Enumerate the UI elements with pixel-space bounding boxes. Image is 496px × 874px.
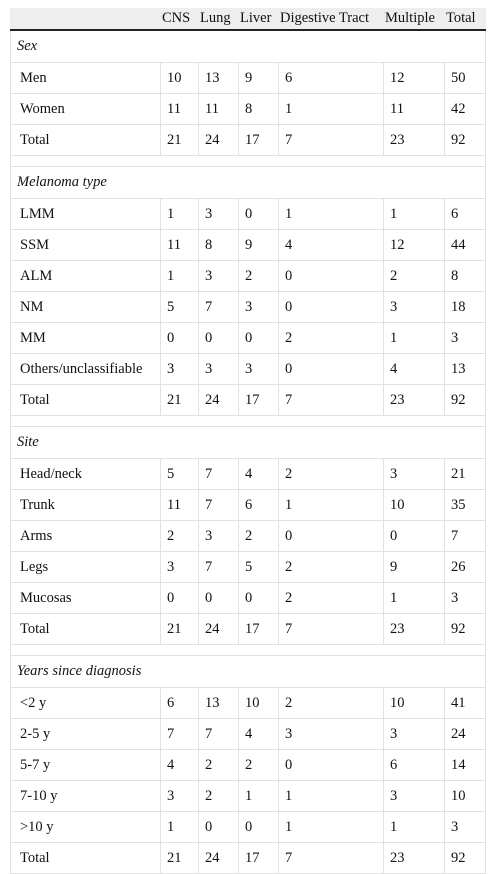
- table-cell: 5: [239, 552, 279, 582]
- table-cell: 1: [161, 199, 199, 229]
- table-cell: 1: [384, 323, 445, 353]
- row-label: 2-5 y: [11, 719, 161, 749]
- table-row: [10, 750, 486, 781]
- table-cell: 11: [384, 94, 445, 124]
- table-cell: 21: [161, 385, 199, 415]
- row-label: NM: [11, 292, 161, 322]
- table-cell: 3: [199, 199, 239, 229]
- row-label: Women: [11, 94, 161, 124]
- table-cell: 9: [384, 552, 445, 582]
- table-cell: 8: [199, 230, 239, 260]
- header-cell: Liver: [240, 10, 272, 26]
- table-cell: 41: [451, 694, 466, 711]
- table-cell: 92: [451, 391, 466, 408]
- table-cell: 3: [161, 354, 199, 384]
- table-cell: 3: [384, 292, 445, 322]
- row-label: Head/neck: [11, 459, 161, 489]
- row-label: Total: [11, 843, 161, 873]
- table-cell: 23: [384, 385, 445, 415]
- table-cell: 44: [451, 236, 466, 253]
- table-cell: 24: [199, 843, 239, 873]
- table-cell: 1: [279, 490, 384, 520]
- table-cell: 3: [239, 292, 279, 322]
- section-spacer: [10, 645, 486, 656]
- table-cell: 7: [279, 614, 384, 644]
- table-cell: 3: [451, 589, 459, 606]
- section-spacer: [10, 416, 486, 427]
- table-cell: 0: [239, 812, 279, 842]
- table-cell: 5: [161, 459, 199, 489]
- table-cell: 4: [239, 719, 279, 749]
- table-cell: 12: [384, 63, 445, 93]
- table-cell: 6: [161, 688, 199, 718]
- table-cell: 7: [161, 719, 199, 749]
- row-label: ALM: [11, 261, 161, 291]
- table-cell: 17: [239, 843, 279, 873]
- table-cell: 1: [161, 812, 199, 842]
- table-row: [10, 614, 486, 645]
- table-cell: 8: [239, 94, 279, 124]
- table-cell: 7: [199, 552, 239, 582]
- table-cell: 6: [384, 750, 445, 780]
- table-cell: 23: [384, 614, 445, 644]
- table-cell: 2: [279, 459, 384, 489]
- table-cell: 11: [161, 490, 199, 520]
- table-cell: 0: [279, 750, 384, 780]
- data-table: [10, 8, 486, 874]
- table-cell: 7: [279, 843, 384, 873]
- table-row: [10, 261, 486, 292]
- table-cell: 1: [384, 583, 445, 613]
- row-label: MM: [11, 323, 161, 353]
- table-cell: 18: [451, 298, 466, 315]
- table-cell: 10: [384, 490, 445, 520]
- table-cell: 92: [451, 131, 466, 148]
- table-cell: 0: [279, 261, 384, 291]
- table-cell: 0: [239, 199, 279, 229]
- table-cell: 17: [239, 385, 279, 415]
- table-cell: 0: [161, 583, 199, 613]
- table-cell: 3: [451, 329, 459, 346]
- table-cell: 5: [161, 292, 199, 322]
- row-label: Arms: [11, 521, 161, 551]
- table-cell: 2: [279, 552, 384, 582]
- table-cell: 35: [451, 496, 466, 513]
- table-cell: 2: [239, 521, 279, 551]
- table-row: [10, 719, 486, 750]
- table-cell: 26: [451, 558, 466, 575]
- section-title: Years since diagnosis: [10, 656, 486, 688]
- table-cell: 7: [199, 719, 239, 749]
- table-body: [10, 31, 486, 874]
- row-label: Trunk: [11, 490, 161, 520]
- table-row: [10, 781, 486, 812]
- table-cell: 13: [199, 63, 239, 93]
- table-cell: 50: [451, 69, 466, 86]
- table-header: [10, 8, 486, 31]
- table-cell: 10: [239, 688, 279, 718]
- table-row: [10, 459, 486, 490]
- table-row: [10, 63, 486, 94]
- table-cell: 7: [279, 125, 384, 155]
- table-cell: 21: [161, 843, 199, 873]
- table-cell: 7: [199, 490, 239, 520]
- table-cell: 3: [239, 354, 279, 384]
- table-cell: 0: [279, 292, 384, 322]
- table-cell: 23: [384, 843, 445, 873]
- table-cell: 3: [199, 521, 239, 551]
- table-cell: 6: [451, 205, 459, 222]
- table-cell: 4: [279, 230, 384, 260]
- row-label: <2 y: [11, 688, 161, 718]
- table-row: [10, 292, 486, 323]
- table-row: [10, 385, 486, 416]
- table-cell: 23: [384, 125, 445, 155]
- table-row: [10, 521, 486, 552]
- table-cell: 3: [199, 354, 239, 384]
- table-cell: 0: [384, 521, 445, 551]
- table-cell: 8: [451, 267, 459, 284]
- table-cell: 1: [161, 261, 199, 291]
- table-cell: 0: [279, 521, 384, 551]
- table-row: [10, 323, 486, 354]
- table-row: [10, 230, 486, 261]
- table-cell: 92: [451, 849, 466, 866]
- row-label: Men: [11, 63, 161, 93]
- table-cell: 3: [384, 781, 445, 811]
- table-cell: 6: [239, 490, 279, 520]
- table-cell: 7: [451, 527, 459, 544]
- table-cell: 13: [199, 688, 239, 718]
- row-label: 5-7 y: [11, 750, 161, 780]
- table-row: [10, 354, 486, 385]
- table-cell: 9: [239, 230, 279, 260]
- section-title: Site: [10, 427, 486, 459]
- table-row: [10, 583, 486, 614]
- table-cell: 0: [161, 323, 199, 353]
- table-cell: 24: [199, 125, 239, 155]
- table-cell: 1: [279, 94, 384, 124]
- table-cell: 2: [239, 750, 279, 780]
- table-cell: 2: [279, 323, 384, 353]
- table-cell: 10: [161, 63, 199, 93]
- section-title: Sex: [10, 31, 486, 63]
- table-cell: 6: [279, 63, 384, 93]
- table-cell: 24: [451, 725, 466, 742]
- table-cell: 12: [384, 230, 445, 260]
- table-row: [10, 94, 486, 125]
- row-label: Total: [11, 385, 161, 415]
- table-cell: 1: [279, 812, 384, 842]
- row-label: Total: [11, 614, 161, 644]
- table-cell: 24: [199, 385, 239, 415]
- row-label: >10 y: [11, 812, 161, 842]
- section-title: Melanoma type: [10, 167, 486, 199]
- table-cell: 2: [239, 261, 279, 291]
- table-cell: 1: [279, 781, 384, 811]
- table-cell: 42: [451, 100, 466, 117]
- table-cell: 10: [451, 787, 466, 804]
- row-label: 7-10 y: [11, 781, 161, 811]
- table-cell: 13: [451, 360, 466, 377]
- header-cell: Lung: [200, 10, 231, 26]
- table-cell: 2: [384, 261, 445, 291]
- table-row: [10, 552, 486, 583]
- table-row: [10, 125, 486, 156]
- table-cell: 2: [199, 781, 239, 811]
- table-cell: 0: [239, 583, 279, 613]
- table-cell: 1: [239, 781, 279, 811]
- table-cell: 2: [199, 750, 239, 780]
- table-cell: 21: [161, 614, 199, 644]
- table-cell: 3: [451, 818, 459, 835]
- table-cell: 9: [239, 63, 279, 93]
- row-label: Mucosas: [11, 583, 161, 613]
- table-cell: 1: [279, 199, 384, 229]
- table-cell: 11: [199, 94, 239, 124]
- table-row: [10, 490, 486, 521]
- table-cell: 1: [384, 199, 445, 229]
- table-cell: 3: [279, 719, 384, 749]
- table-cell: 0: [199, 812, 239, 842]
- table-cell: 2: [161, 521, 199, 551]
- header-cell: Digestive Tract: [280, 10, 370, 26]
- table-cell: 4: [161, 750, 199, 780]
- table-cell: 11: [161, 94, 199, 124]
- table-cell: 0: [239, 323, 279, 353]
- table-cell: 3: [199, 261, 239, 291]
- table-cell: 3: [384, 459, 445, 489]
- table-cell: 7: [279, 385, 384, 415]
- table-cell: 4: [239, 459, 279, 489]
- table-cell: 92: [451, 620, 466, 637]
- section-spacer: [10, 156, 486, 167]
- table-cell: 7: [199, 292, 239, 322]
- table-cell: 0: [199, 583, 239, 613]
- table-cell: 7: [199, 459, 239, 489]
- row-label: Legs: [11, 552, 161, 582]
- table-cell: 2: [279, 688, 384, 718]
- header-cell: CNS: [162, 10, 191, 26]
- table-cell: 14: [451, 756, 466, 773]
- table-cell: 3: [161, 552, 199, 582]
- table-cell: 2: [279, 583, 384, 613]
- table-cell: 3: [161, 781, 199, 811]
- table-cell: 0: [279, 354, 384, 384]
- row-label: LMM: [11, 199, 161, 229]
- table-cell: 17: [239, 614, 279, 644]
- row-label: SSM: [11, 230, 161, 260]
- table-cell: 3: [384, 719, 445, 749]
- header-cell: Multiple: [385, 10, 435, 26]
- table-row: [10, 199, 486, 230]
- table-cell: 17: [239, 125, 279, 155]
- table-cell: 21: [451, 465, 466, 482]
- row-label: Others/unclassifiable: [11, 354, 161, 384]
- header-cell: Total: [446, 10, 476, 26]
- table-cell: 21: [161, 125, 199, 155]
- table-row: [10, 688, 486, 719]
- row-label: Total: [11, 125, 161, 155]
- table-cell: 24: [199, 614, 239, 644]
- table-cell: 0: [199, 323, 239, 353]
- table-row: [10, 843, 486, 874]
- table-cell: 11: [161, 230, 199, 260]
- table-cell: 1: [384, 812, 445, 842]
- table-row: [10, 812, 486, 843]
- table-cell: 10: [384, 688, 445, 718]
- table-cell: 4: [384, 354, 445, 384]
